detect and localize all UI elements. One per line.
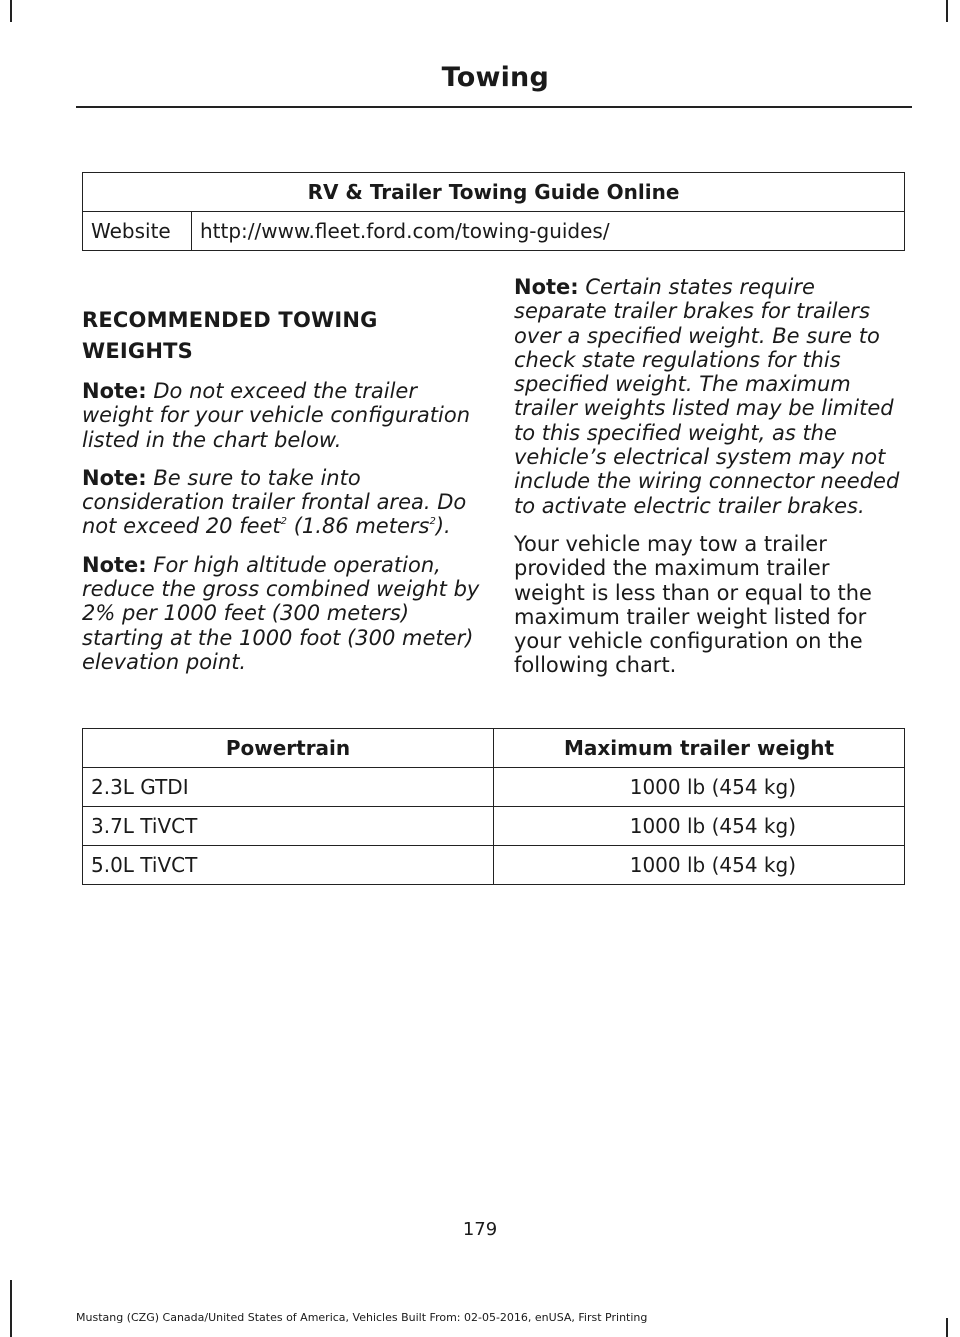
table-header-row bbox=[83, 729, 905, 768]
note-label: Note: bbox=[82, 465, 147, 490]
column-header-powertrain: Powertrain bbox=[83, 729, 494, 768]
note-trailer-weight bbox=[82, 379, 482, 452]
page-number: 179 bbox=[462, 1219, 498, 1240]
header-divider bbox=[76, 106, 912, 108]
powertrain-cell: 2.3L GTDI bbox=[83, 768, 494, 807]
weight-cell: 1000 lb (454 kg) bbox=[494, 768, 905, 807]
note-label: Note: bbox=[514, 275, 579, 299]
note-text: Certain states require separate trailer brakes for trailers over a specified weight. Be sure to check state regulations for this specified weight. The maximum trailer weights listed may be limited to this specified weight, as the vehicle’s electrical system may not include the wiring connector needed to activate electric trailer brakes. bbox=[514, 275, 900, 518]
table-row bbox=[83, 212, 905, 251]
note-text: (1.86 meters bbox=[287, 514, 430, 539]
body-paragraph: Your vehicle may tow a trailer provided the maximum trailer weight is less than or equal to the maximum trailer weight listed for your vehicle configuration on the following chart. bbox=[514, 531, 872, 678]
weight-cell: 1000 lb (454 kg) bbox=[494, 807, 905, 846]
note-label: Note: bbox=[82, 552, 147, 577]
page-title: Towing bbox=[441, 62, 549, 93]
note-text: Do not exceed the trailer weight for your vehicle configuration listed in the chart below. bbox=[82, 379, 471, 452]
table-row bbox=[83, 807, 905, 846]
weight-cell: 1000 lb (454 kg) bbox=[494, 846, 905, 885]
section-heading bbox=[82, 305, 482, 367]
website-url: http://www.fleet.ford.com/towing-guides/ bbox=[192, 212, 905, 251]
note-high-altitude bbox=[82, 553, 482, 674]
superscript: 2 bbox=[429, 516, 436, 528]
crop-mark-bottom-left bbox=[10, 1280, 12, 1337]
note-label: Note: bbox=[82, 379, 147, 403]
powertrain-cell: 5.0L TiVCT bbox=[83, 846, 494, 885]
table-row bbox=[83, 173, 905, 212]
crop-mark-top-right bbox=[946, 0, 948, 22]
note-text: Be sure to take into consideration trailer frontal area. Do not exceed 20 feet bbox=[82, 465, 467, 539]
column-header-max-weight: Maximum trailer weight bbox=[494, 729, 905, 768]
table-row bbox=[83, 846, 905, 885]
heading-line-2: WEIGHTS bbox=[82, 339, 193, 363]
crop-mark-bottom-right bbox=[946, 1318, 948, 1337]
note-text: For high altitude operation, reduce the gross combined weight by 2% per 1000 feet (300 meters) starting at the 1000 foot (300 meter) elevation point. bbox=[82, 552, 480, 674]
superscript: 2 bbox=[280, 516, 288, 528]
left-column bbox=[82, 305, 482, 688]
note-trailer-brakes bbox=[514, 275, 906, 518]
powertrain-cell: 3.7L TiVCT bbox=[83, 807, 494, 846]
crop-mark-top-left bbox=[10, 0, 12, 22]
note-text: ). bbox=[435, 514, 451, 539]
website-label: Website bbox=[83, 212, 192, 251]
rv-guide-title: RV & Trailer Towing Guide Online bbox=[83, 173, 905, 212]
trailer-weights-table bbox=[82, 728, 905, 885]
note-frontal-area bbox=[82, 466, 482, 539]
heading-line-1: RECOMMENDED TOWING bbox=[82, 308, 378, 332]
table-row bbox=[83, 768, 905, 807]
footer-text: Mustang (CZG) Canada/United States of America, Vehicles Built From: 02-05-2016, enUSA, First Printing bbox=[76, 1311, 648, 1324]
rv-guide-table bbox=[82, 172, 905, 251]
right-column bbox=[514, 275, 906, 692]
